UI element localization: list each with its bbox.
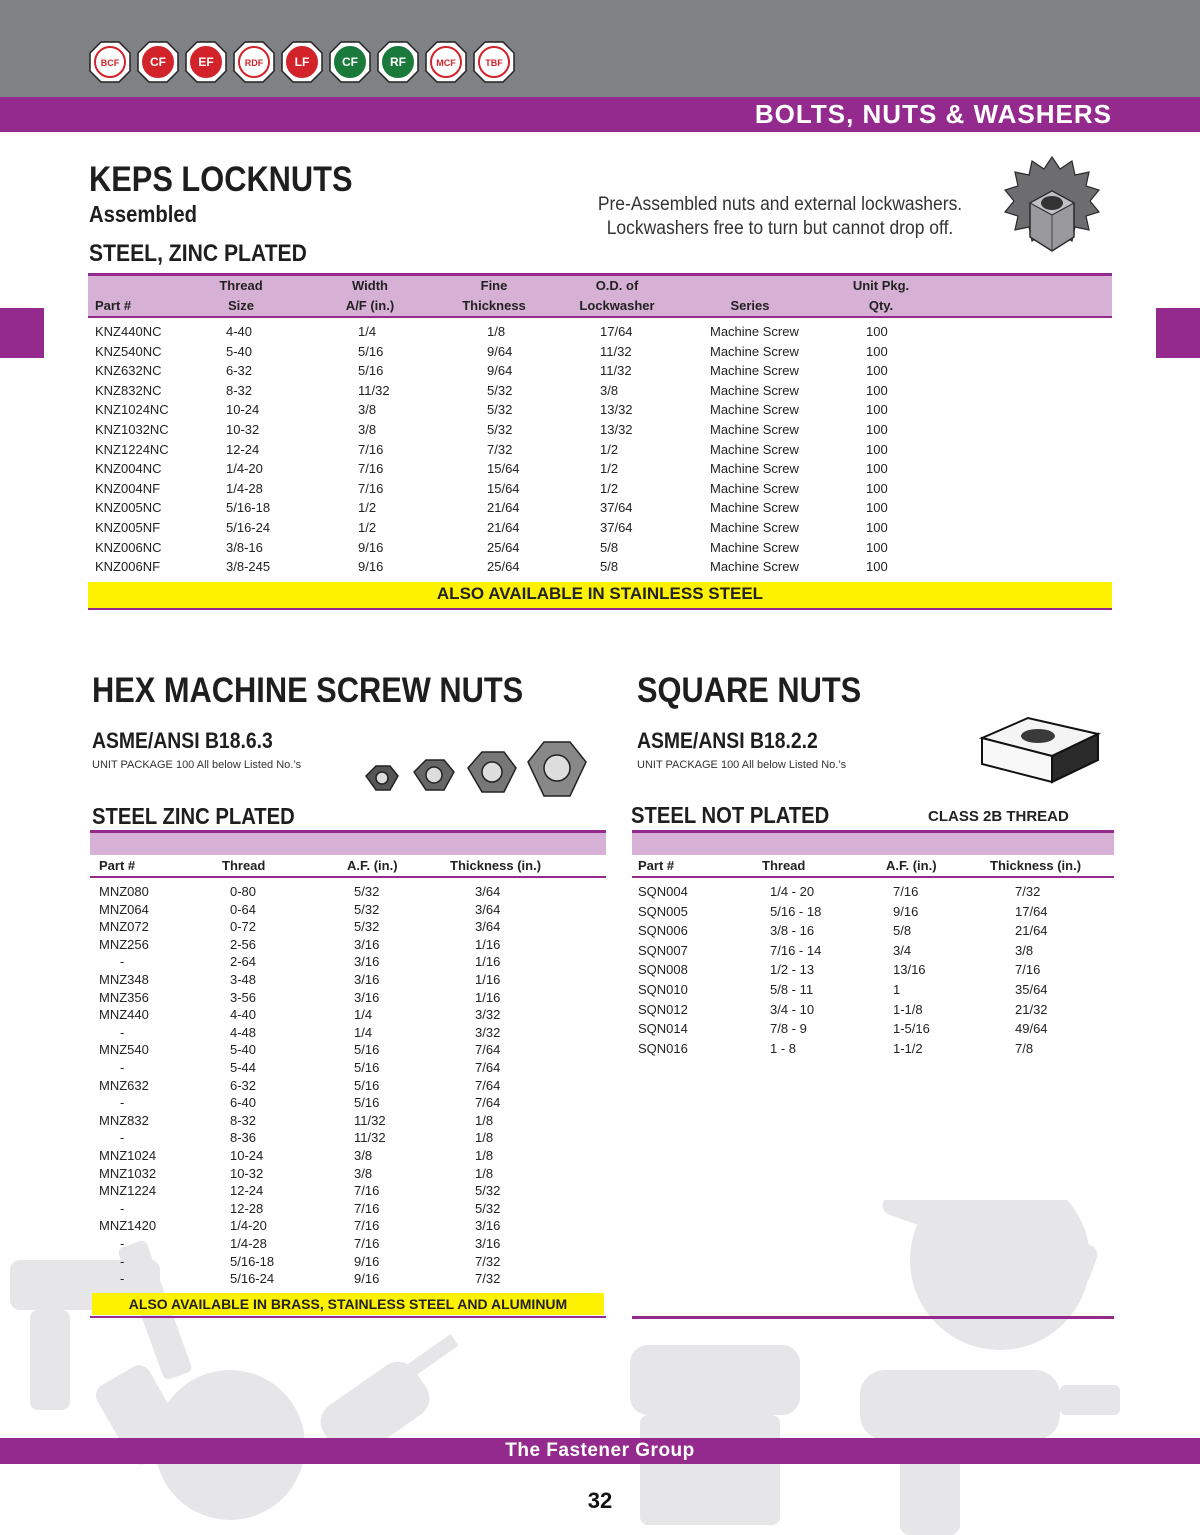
hex-cell: 3/16 (354, 972, 380, 987)
keps-cell: 100 (866, 461, 888, 477)
hex-cell: 3/16 (354, 936, 380, 952)
keps-cell: 1/4-28 (226, 480, 263, 496)
hex-cell: 5/16 (354, 1095, 380, 1111)
hex-cell: 3/16 (354, 989, 380, 1005)
keps-cell: 8-32 (226, 382, 253, 398)
hex-cell: 5-44 (230, 1060, 257, 1075)
hex-cell: 9/16 (354, 1253, 380, 1269)
section-title: BOLTS, NUTS & WASHERS (754, 99, 1112, 129)
keps-cell: 3/8 (358, 402, 377, 418)
keps-cell: 9/64 (487, 363, 513, 379)
keps-cell: 1/4-20 (226, 461, 263, 477)
keps-header-0: Part # (95, 298, 132, 313)
hex-cell: 7/32 (475, 1271, 501, 1287)
hex-cell: MNZ256 (99, 936, 149, 952)
keps-cell: Machine Screw (710, 422, 799, 437)
keps-cell: Machine Screw (710, 343, 799, 359)
keps-cell: KNZ440NC (95, 324, 162, 339)
hex-cell: 5/32 (354, 884, 380, 899)
square-cell: 5/8 (893, 923, 912, 939)
keps-cell: KNZ632NC (95, 363, 162, 379)
hex-cell: 4-40 (230, 1007, 257, 1023)
cf-green-logo (328, 40, 372, 84)
keps-header-top-2: Width (352, 278, 388, 293)
keps-header-top-4: O.D. of (595, 278, 639, 293)
keps-cell: Machine Screw (710, 461, 799, 477)
keps-cell: 9/16 (358, 559, 384, 575)
square-nut-image (978, 712, 1102, 784)
hex-cell: MNZ080 (99, 884, 149, 899)
keps-cell: 21/64 (487, 500, 520, 516)
hex-cell: 5/32 (475, 1183, 501, 1199)
hex-cell: 0-64 (230, 901, 257, 917)
hex-cell: 3/16 (475, 1236, 501, 1251)
square-unit-package: UNIT PACKAGE 100 All below Listed No.’s (637, 759, 847, 771)
keps-cell: 100 (866, 480, 888, 496)
hex-cell: 3/64 (475, 884, 501, 899)
keps-cell: 1/2 (358, 500, 377, 516)
keps-cell: 100 (866, 539, 888, 555)
hex-cell: 3/32 (475, 1007, 501, 1023)
hex-cell: 1/16 (475, 936, 501, 952)
hex-header-0: Part # (99, 858, 136, 873)
square-cell: 7/16 (893, 884, 919, 899)
square-cell: 1/2 - 13 (770, 962, 815, 978)
rf-logo (376, 40, 420, 84)
keps-cell: 15/64 (487, 480, 520, 496)
hex-cell: 7/16 (354, 1183, 380, 1199)
keps-header-2: A/F (in.) (345, 298, 395, 313)
keps-cell: 100 (866, 422, 888, 437)
hex-cell: 5/32 (475, 1200, 501, 1216)
hex-cell: - (120, 1060, 125, 1075)
bcf-logo-text: BCF (100, 58, 120, 68)
hex-cell: 5/16-24 (230, 1271, 275, 1287)
keps-cell: KNZ004NF (95, 480, 161, 496)
square-cell: 3/8 (1015, 942, 1034, 958)
square-header-3: Thickness (in.) (990, 858, 1082, 873)
hex-cell: 1/8 (475, 1148, 494, 1163)
keps-header-3: Thickness (462, 298, 526, 313)
ef-logo (184, 40, 228, 84)
square-cell: 1 (893, 982, 901, 997)
hex-cell: MNZ348 (99, 972, 149, 987)
square-thread-class: CLASS 2B THREAD (928, 808, 1069, 825)
keps-cell: 3/8 (358, 422, 377, 437)
hex-cell: - (120, 954, 125, 970)
keps-cell: 11/32 (358, 382, 390, 398)
hex-cell: 10-32 (230, 1165, 264, 1181)
hex-cell: 3/8 (354, 1165, 373, 1181)
keps-cell: Machine Screw (710, 324, 799, 339)
hex-table-shade (90, 833, 606, 855)
square-cell: 7/8 - 9 (770, 1021, 807, 1037)
keps-description (578, 193, 983, 241)
hex-cell: 1/4 (354, 1024, 373, 1040)
square-cell: 1-1/2 (893, 1040, 923, 1056)
hex-cell: - (120, 1130, 125, 1146)
hex-banner-text: ALSO AVAILABLE IN BRASS, STAINLESS STEEL AND ALUMINUM (128, 1296, 568, 1312)
hex-cell: 5/16 (354, 1042, 380, 1058)
hex-cell: MNZ072 (99, 919, 149, 935)
keps-cell: 1/2 (600, 441, 619, 457)
keps-cell: Machine Screw (710, 382, 799, 398)
hex-cell: 11/32 (354, 1112, 386, 1128)
keps-cell: KNZ1224NC (95, 441, 169, 457)
hex-cell: 3/8 (354, 1148, 373, 1163)
hex-cell: - (120, 1024, 125, 1040)
hex-cell: 5/16 (354, 1077, 380, 1093)
keps-cell: 100 (866, 520, 888, 535)
keps-cell: 5/32 (487, 382, 513, 398)
keps-cell: 37/64 (600, 520, 633, 535)
lf-logo-text: LF (294, 55, 310, 69)
keps-cell: 5/8 (600, 559, 619, 575)
hex-cell: MNZ1032 (99, 1165, 157, 1181)
keps-cell: Machine Screw (710, 441, 799, 457)
hex-cell: 1/4 (354, 1007, 373, 1023)
hex-cell: 0-80 (230, 884, 257, 899)
keps-cell: 10-32 (226, 422, 260, 437)
hex-cell: 0-72 (230, 919, 257, 935)
hex-table-bottom-rule (90, 1316, 606, 1318)
square-cell: 21/32 (1015, 1001, 1048, 1017)
hex-header-1: Thread (222, 858, 266, 873)
keps-cell: 5/16 (358, 343, 384, 359)
keps-cell: 100 (866, 402, 888, 418)
keps-cell: 100 (866, 324, 888, 339)
square-cell: SQN010 (638, 982, 688, 997)
square-cell: SQN014 (638, 1021, 688, 1037)
hex-material: STEEL ZINC PLATED (92, 803, 295, 829)
square-cell: SQN012 (638, 1001, 688, 1017)
hex-cell: 7/16 (354, 1218, 380, 1234)
hex-cell: 3/16 (354, 954, 380, 970)
square-table-bottom-rule (632, 1316, 1114, 1319)
square-cell: 49/64 (1015, 1021, 1048, 1037)
hex-cell: 1/16 (475, 972, 501, 987)
square-cell: 3/4 (893, 942, 912, 958)
keps-cell: KNZ004NC (95, 461, 162, 477)
square-table-header-rule (632, 876, 1114, 878)
keps-cell: Machine Screw (710, 363, 799, 379)
keps-cell: 37/64 (600, 500, 633, 516)
hex-cell: 3/64 (475, 901, 501, 917)
keps-cell: 3/8 (600, 382, 619, 398)
hex-cell: 5/32 (354, 901, 380, 917)
keps-cell: Machine Screw (710, 539, 799, 555)
power-tools-background-graphic (0, 1200, 1200, 1535)
keps-cell: KNZ832NC (95, 382, 162, 398)
square-title: SQUARE NUTS (637, 671, 862, 710)
hex-cell: 1/8 (475, 1112, 494, 1128)
hex-cell: 3-48 (230, 972, 257, 987)
cf-logo-text: CF (150, 55, 166, 69)
keps-header-top-3: Fine (480, 278, 508, 293)
keps-cell: 5/32 (487, 402, 513, 418)
square-cell: SQN004 (638, 884, 688, 899)
keps-locknut-image (1002, 155, 1102, 260)
keps-cell: 9/16 (358, 539, 384, 555)
mcf-logo-text: MCF (436, 58, 456, 68)
hex-cell: 5/32 (354, 919, 380, 935)
square-cell: 7/16 (1015, 962, 1041, 978)
keps-cell: 1/2 (600, 480, 619, 496)
keps-title: KEPS LOCKNUTS (89, 160, 353, 199)
keps-description-line1: Pre-Assembled nuts and external lockwashers. (597, 194, 963, 215)
hex-cell: 8-32 (230, 1112, 257, 1128)
hex-unit-package: UNIT PACKAGE 100 All below Listed No.’s (92, 759, 302, 771)
keps-cell: 21/64 (487, 520, 520, 535)
hex-cell: 1/4-20 (230, 1218, 267, 1234)
keps-cell: KNZ540NC (95, 343, 162, 359)
keps-cell: 5/16-24 (226, 520, 271, 535)
keps-cell: Machine Screw (710, 500, 799, 516)
keps-cell: 11/32 (600, 363, 632, 379)
square-cell: 7/16 - 14 (770, 942, 822, 958)
hex-nuts-image (360, 738, 590, 804)
hex-cell: 11/32 (354, 1130, 386, 1146)
keps-cell: 6-32 (226, 363, 253, 379)
lf-logo (280, 40, 324, 84)
keps-cell: 1/4 (358, 324, 377, 339)
hex-cell: - (120, 1095, 125, 1111)
rdf-logo (232, 40, 276, 84)
keps-cell: KNZ006NC (95, 539, 162, 555)
hex-cell: 3/32 (475, 1024, 501, 1040)
keps-cell: 3/8-245 (226, 559, 271, 575)
hex-cell: 3/64 (475, 919, 501, 935)
keps-cell: 100 (866, 559, 888, 575)
hex-cell: 7/16 (354, 1236, 380, 1251)
hex-cell: 3/16 (475, 1218, 501, 1234)
square-cell: SQN007 (638, 942, 688, 958)
keps-cell: 13/32 (600, 422, 633, 437)
hex-cell: 2-64 (230, 954, 257, 970)
hex-cell: 5/16 (354, 1060, 380, 1075)
keps-cell: Machine Screw (710, 402, 799, 418)
square-cell: 3/8 - 16 (770, 923, 815, 939)
keps-cell: 25/64 (487, 559, 520, 575)
brand-logos (88, 40, 516, 84)
square-cell: 9/16 (893, 903, 919, 919)
hex-cell: 8-36 (230, 1130, 257, 1146)
keps-cell: 5/16-18 (226, 500, 271, 516)
keps-table-bottom-rule (88, 608, 1112, 610)
tbf-logo-text: TBF (485, 58, 503, 68)
keps-header-top-6: Unit Pkg. (852, 278, 910, 293)
hex-cell: 12-24 (230, 1183, 264, 1199)
hex-cell: 2-56 (230, 936, 257, 952)
square-cell: SQN006 (638, 923, 688, 939)
hex-cell: MNZ356 (99, 989, 149, 1005)
hex-cell: 10-24 (230, 1148, 264, 1163)
square-cell: 21/64 (1015, 923, 1048, 939)
page-number: 32 (587, 1488, 613, 1513)
mcf-logo (424, 40, 468, 84)
keps-cell: 5/8 (600, 539, 619, 555)
keps-cell: 5/32 (487, 422, 513, 437)
hex-cell: 9/16 (354, 1271, 380, 1287)
hex-cell: 7/64 (475, 1095, 501, 1111)
square-header-2: A.F. (in.) (886, 858, 937, 873)
keps-header-1: Size (227, 298, 255, 313)
keps-cell: Machine Screw (710, 480, 799, 496)
keps-cell: 7/16 (358, 441, 384, 457)
hex-cell: MNZ064 (99, 901, 149, 917)
square-standard: ASME/ANSI B18.2.2 (637, 728, 818, 753)
bcf-logo (88, 40, 132, 84)
square-cell: 17/64 (1015, 903, 1048, 919)
keps-cell: 13/32 (600, 402, 633, 418)
square-cell: 13/16 (893, 962, 926, 978)
hex-cell: MNZ1224 (99, 1183, 157, 1199)
keps-cell: 17/64 (600, 324, 633, 339)
square-header-1: Thread (762, 858, 806, 873)
keps-header-top-1: Thread (219, 278, 263, 293)
keps-cell: 15/64 (487, 461, 520, 477)
keps-cell: 12-24 (226, 441, 260, 457)
hex-cell: 6-40 (230, 1095, 257, 1111)
keps-cell: KNZ005NF (95, 520, 161, 535)
hex-cell: - (120, 1200, 125, 1216)
rdf-logo-text: RDF (244, 58, 264, 68)
square-cell: SQN016 (638, 1040, 688, 1056)
keps-cell: 9/64 (487, 343, 513, 359)
hex-title: HEX MACHINE SCREW NUTS (92, 671, 524, 710)
hex-cell: - (120, 1236, 125, 1251)
keps-cell: 3/8-16 (226, 539, 263, 555)
keps-cell: 100 (866, 382, 888, 398)
hex-cell: 7/64 (475, 1060, 501, 1075)
hex-table-header-rule (90, 876, 606, 878)
keps-cell: 11/32 (600, 343, 632, 359)
keps-description-line2: Lockwashers free to turn but cannot drop off. (606, 218, 954, 239)
left-side-tab (0, 308, 44, 358)
cf-green-logo-text: CF (342, 55, 358, 69)
hex-cell: 1/4-28 (230, 1236, 267, 1251)
hex-cell: 7/64 (475, 1042, 501, 1058)
square-cell: 5/16 - 18 (770, 903, 822, 919)
tbf-logo (472, 40, 516, 84)
hex-cell: MNZ1024 (99, 1148, 157, 1163)
keps-cell: 5/16 (358, 363, 384, 379)
keps-subtitle: Assembled (89, 201, 197, 227)
keps-banner-text: ALSO AVAILABLE IN STAINLESS STEEL (436, 584, 764, 603)
square-cell: 7/32 (1015, 884, 1041, 899)
hex-cell: - (120, 1253, 125, 1269)
keps-cell: 100 (866, 500, 888, 516)
square-cell: 5/8 - 11 (770, 982, 814, 997)
keps-cell: 7/16 (358, 480, 384, 496)
square-cell: SQN008 (638, 962, 688, 978)
hex-cell: 7/16 (354, 1200, 380, 1216)
ef-logo-text: EF (198, 55, 214, 69)
keps-cell: Machine Screw (710, 520, 799, 535)
keps-header-4: Lockwasher (579, 298, 655, 313)
keps-cell: Machine Screw (710, 559, 799, 575)
hex-cell: - (120, 1271, 125, 1287)
keps-cell: 1/8 (487, 324, 506, 339)
keps-cell: 100 (866, 363, 888, 379)
hex-cell: 6-32 (230, 1077, 257, 1093)
hex-cell: MNZ440 (99, 1007, 149, 1023)
keps-material: STEEL, ZINC PLATED (89, 240, 307, 267)
square-cell: 3/4 - 10 (770, 1001, 815, 1017)
hex-cell: 3-56 (230, 989, 257, 1005)
keps-cell: 7/32 (487, 441, 513, 457)
square-table-shade (632, 833, 1114, 855)
hex-cell: 1/8 (475, 1165, 494, 1181)
keps-table-header-rule (88, 316, 1112, 318)
hex-cell: 5-40 (230, 1042, 257, 1058)
keps-cell: 4-40 (226, 324, 253, 339)
hex-cell: 5/16-18 (230, 1253, 275, 1269)
keps-cell: 10-24 (226, 402, 260, 418)
hex-cell: 4-48 (230, 1024, 257, 1040)
keps-cell: 7/16 (358, 461, 384, 477)
keps-cell: KNZ006NF (95, 559, 161, 575)
hex-cell: 1/8 (475, 1130, 494, 1146)
keps-cell: 100 (866, 343, 888, 359)
square-material: STEEL NOT PLATED (631, 802, 830, 828)
right-side-tab (1156, 308, 1200, 358)
hex-cell: MNZ832 (99, 1112, 149, 1128)
hex-header-2: A.F. (in.) (347, 858, 398, 873)
hex-cell: MNZ632 (99, 1077, 149, 1093)
rf-logo-text: RF (390, 55, 406, 69)
footer-company: The Fastener Group (505, 1440, 695, 1461)
hex-header-3: Thickness (in.) (450, 858, 542, 873)
keps-cell: 1/2 (358, 520, 377, 535)
square-cell: 1-5/16 (893, 1021, 930, 1037)
hex-cell: 1/16 (475, 989, 501, 1005)
keps-cell: KNZ005NC (95, 500, 162, 516)
hex-standard: ASME/ANSI B18.6.3 (92, 728, 273, 753)
cf-logo (136, 40, 180, 84)
keps-header-5: Series (730, 298, 770, 313)
square-cell: 35/64 (1015, 982, 1048, 997)
keps-cell: KNZ1024NC (95, 402, 169, 418)
keps-cell: 100 (866, 441, 888, 457)
keps-header-6: Qty. (868, 298, 894, 313)
square-cell: 1 - 8 (770, 1040, 797, 1056)
hex-cell: MNZ540 (99, 1042, 149, 1058)
hex-cell: 7/32 (475, 1253, 501, 1269)
keps-cell: 25/64 (487, 539, 520, 555)
square-cell: SQN005 (638, 903, 688, 919)
hex-cell: 7/64 (475, 1077, 501, 1093)
hex-cell: MNZ1420 (99, 1218, 157, 1234)
hex-cell: 1/16 (475, 954, 501, 970)
keps-cell: 5-40 (226, 343, 253, 359)
square-cell: 1-1/8 (893, 1001, 923, 1017)
hex-cell: 12-28 (230, 1200, 264, 1216)
square-cell: 7/8 (1015, 1040, 1034, 1056)
square-cell: 1/4 - 20 (770, 884, 815, 899)
keps-cell: 1/2 (600, 461, 619, 477)
square-header-0: Part # (638, 858, 675, 873)
keps-cell: KNZ1032NC (95, 422, 169, 437)
